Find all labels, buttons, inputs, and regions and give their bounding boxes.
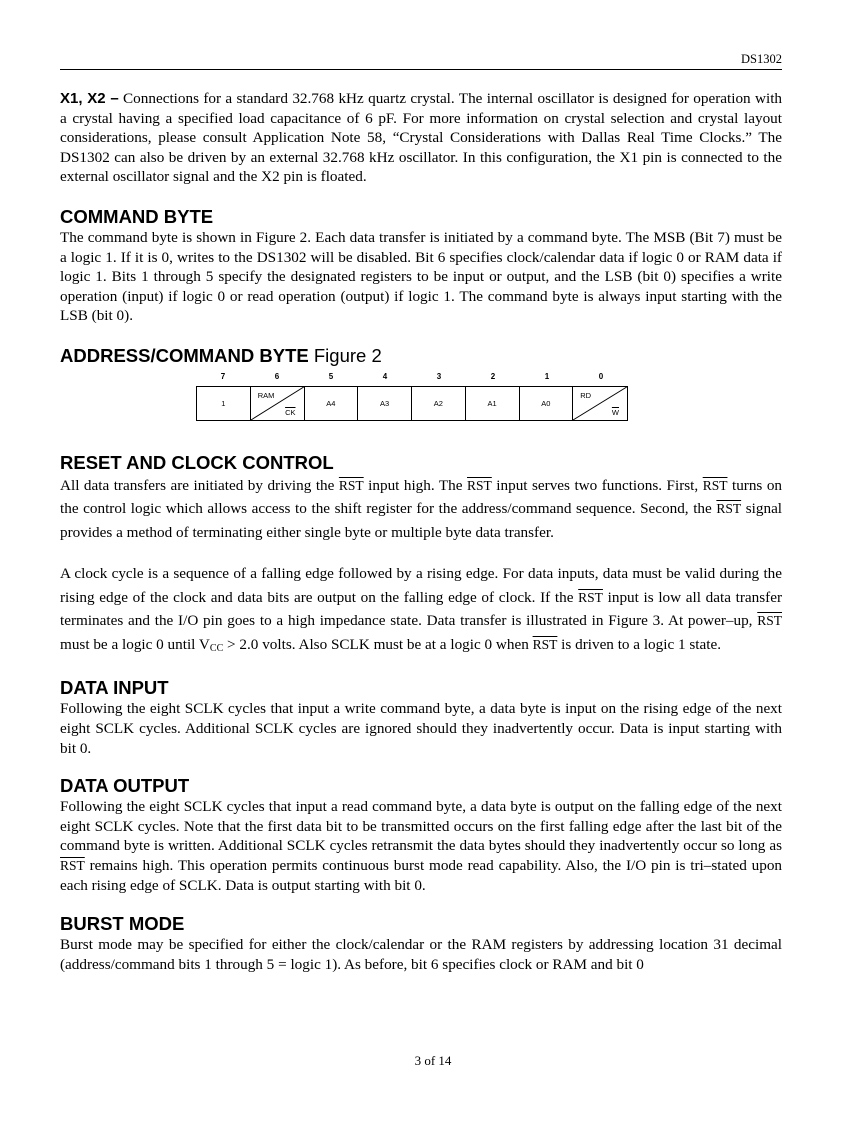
data-output-text: remains high. This operation permits continuous burst mode read capability. Also, the I/O pin is tri–stated upon each rising edge of SCLK. Data is output starting with bit 0. bbox=[60, 857, 783, 894]
data-input-paragraph: Following the eight SCLK cycles that input a write command byte, a data byte is input on the rising edge of the next eight SCLK cycles. Additional SCLK cycles are ignored should they inadvertently occur. Data is input starting with bit 0. bbox=[60, 700, 782, 757]
bit5-cell bbox=[305, 387, 359, 420]
bit1-value: A0 bbox=[541, 398, 551, 408]
rst-signal: $\overline{RST}$ bbox=[467, 477, 492, 493]
figure2-heading bbox=[60, 345, 782, 367]
bit1-cell bbox=[520, 387, 574, 420]
rst-signal: $\overline{RST}$ bbox=[702, 477, 728, 493]
reset-text: signal provides a method of terminating either single byte or multiple byte data transfer. bbox=[60, 500, 783, 541]
bit6-ram-label: RAM bbox=[257, 390, 275, 400]
reset-text: is driven to a logic 1 state. bbox=[561, 635, 722, 653]
reset-text: input serves two functions. First, bbox=[496, 476, 699, 494]
data-input-heading: DATA INPUT bbox=[60, 677, 169, 699]
command-byte-paragraph: The command byte is shown in Figure 2. Each data transfer is initiated by a command byte. The MSB (Bit 7) must be a logic 1. If it is 0, writes to the DS1302 will be disabled. Bit 6 specifies clock/calendar data if logic 0 or RAM data if logic 1. Bits 1 through 5 specify the designated registers to be input or output, and the LSB (bit 0) specifies a write operation (input) if logic 0 or read operation (output) if logic 1. The command byte is always input starting with the LSB (bit 0). bbox=[60, 228, 782, 325]
bit2-cell bbox=[466, 387, 520, 420]
xtal-text: Connections for a standard 32.768 kHz quartz crystal. The internal oscillator is designed for operation with a crystal having a specified load capacitance of 6 pF. For more information on crystal selection and crystal layout considerations, please consult Application Note 58, “Crystal Considerations with Dallas Real Time Clocks.” The DS1302 can also be driven by an external 32.768 kHz oscillator. In this configuration, the X1 pin is connected to the external oscillator signal and the X2 pin is floated. bbox=[60, 90, 783, 186]
bit3-cell bbox=[412, 387, 466, 420]
rst-signal: $\overline{RST}$ bbox=[60, 858, 85, 873]
bit-number: 6 bbox=[274, 371, 280, 381]
bit-number: 0 bbox=[598, 371, 604, 381]
bit4-cell bbox=[358, 387, 412, 420]
bit-number: 7 bbox=[220, 371, 226, 381]
reset-paragraph-1 bbox=[60, 474, 782, 545]
bit5-value: A4 bbox=[326, 398, 336, 408]
burst-mode-heading: BURST MODE bbox=[60, 913, 185, 935]
vcc-subscript: CC bbox=[209, 642, 224, 654]
reset-text: All data transfers are initiated by driving the bbox=[60, 476, 335, 494]
reset-text: turns on the control logic which allows access to the shift register for the address/command sequence. Second, the bbox=[60, 476, 783, 518]
reset-text: A clock cycle is a sequence of a falling edge followed by a rising edge. For data inputs, data must be valid during the rising edge of the clock and data bits are output on the falling edge of clock. If the bbox=[60, 565, 782, 606]
xtal-paragraph bbox=[60, 89, 782, 187]
reset-paragraph-2 bbox=[60, 562, 782, 660]
rst-signal: $\overline{RST}$ bbox=[757, 613, 783, 629]
register-bit-row bbox=[196, 386, 628, 421]
bit0-w-label: $\overline{W}$ bbox=[611, 407, 619, 417]
reset-heading: RESET AND CLOCK CONTROL bbox=[60, 451, 334, 473]
bit-number: 2 bbox=[490, 371, 496, 381]
bit-number: 1 bbox=[544, 371, 550, 381]
reset-text: input high. The bbox=[368, 476, 463, 494]
data-output-text: Following the eight SCLK cycles that input a read command byte, a data byte is output on the falling edge of the next eight SCLK cycles. Note that the first data bit to be transmitted occurs on the first falling edge after the last bit of the command byte is written. Additional SCLK cycles retransmit the data bytes should they inadvertently occur so long as bbox=[60, 798, 782, 855]
rst-signal: $\overline{RST}$ bbox=[578, 589, 603, 605]
bit7-value: 1 bbox=[221, 398, 226, 408]
bit4-value: A3 bbox=[380, 398, 390, 408]
header-rule bbox=[60, 69, 782, 70]
address-command-byte-figure bbox=[60, 372, 782, 442]
reset-text: > 2.0 volts. Also SCLK must be at a logic 0 when bbox=[227, 635, 529, 653]
bit2-value: A1 bbox=[487, 398, 497, 408]
bit0-rd-label: RD bbox=[580, 390, 592, 400]
page-number: 3 of 14 bbox=[414, 1053, 452, 1068]
bit0-cell bbox=[573, 387, 627, 420]
figure2-title: ADDRESS/COMMAND BYTE bbox=[60, 344, 309, 366]
rst-signal: $\overline{RST}$ bbox=[716, 501, 742, 517]
data-output-heading: DATA OUTPUT bbox=[60, 775, 190, 797]
document-header-title: DS1302 bbox=[741, 52, 782, 66]
rst-signal: $\overline{RST}$ bbox=[338, 477, 364, 493]
xtal-label: X1, X2 – bbox=[60, 90, 119, 107]
bit-number: 4 bbox=[382, 371, 388, 381]
figure2-caption: Figure 2 bbox=[313, 344, 382, 366]
bit3-value: A2 bbox=[433, 398, 443, 408]
bit-number: 3 bbox=[436, 371, 442, 381]
reset-text: must be a logic 0 until V bbox=[60, 635, 210, 653]
reset-text: input is low all data transfer terminates and the I/O pin goes to a high impedance state. Data transfer is illustrated in Figure 3. At power–up, bbox=[60, 588, 783, 630]
bit-number: 5 bbox=[328, 371, 334, 381]
data-output-paragraph bbox=[60, 797, 782, 895]
bit7-cell bbox=[197, 387, 251, 420]
bit6-cell bbox=[251, 387, 305, 420]
bit6-ck-label: $\overline{CK}$ bbox=[285, 407, 296, 417]
page-content bbox=[60, 89, 782, 974]
command-byte-heading: COMMAND BYTE bbox=[60, 205, 214, 227]
rst-signal: $\overline{RST}$ bbox=[532, 636, 558, 652]
burst-mode-paragraph: Burst mode may be specified for either the clock/calendar or the RAM registers by addressing location 31 decimal (address/command bits 1 through 5 = logic 1). As before, bit 6 specifies clock or RAM and bit 0 bbox=[60, 936, 782, 973]
